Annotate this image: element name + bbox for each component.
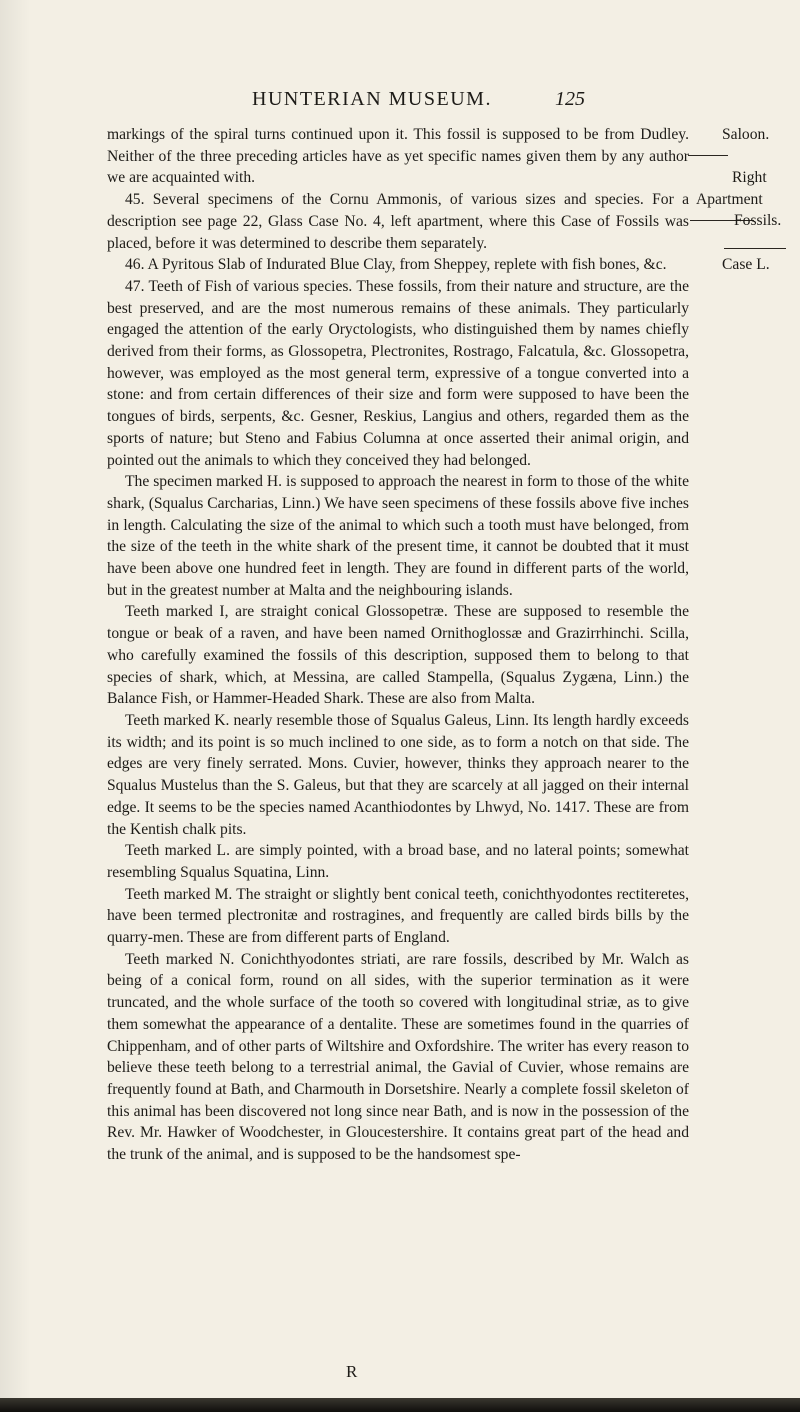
paragraph: 47. Teeth of Fish of various species. These fossils, from their nature and structure, are the best preserved, and are the most numerous remains of these animals. They particularly engaged the attention of the early Oryctologists, who distinguished them by names chiefly derived from their forms, as Glossopetra, Plectronites, Rostrago, Falcatula, &c. Glossopetra, however, was employed as the most general term, expressive of a tongue converted into a stone: and from certain differences of their size and form were supposed to have been the tongues of birds, serpents, &c. Gesner, Reskius, Langius and others, regarded them as the sports of nature; but Steno and Fabius Columna at once asserted their animal origin, and pointed out the animals to which they conceived they had belonged. <box>107 277 689 469</box>
paragraph: Teeth marked L. are simply pointed, with a broad base, and no lateral points; somewhat resembling Squalus Squatina, Linn. <box>107 842 689 881</box>
gutter-shadow <box>0 0 30 1398</box>
margin-note-saloon: Saloon. <box>722 126 770 143</box>
paragraph: Teeth marked M. The straight or slightly bent conical teeth, conichthyodontes rectiteretes, have been termed plectronitæ and rostragines, and frequently are called birds bills by the quarry-men. These are from different parts of England. <box>107 885 689 947</box>
margin-note-case: Case L. <box>722 256 770 273</box>
paragraph: Teeth marked K. nearly resemble those of Squalus Galeus, Linn. Its length hardly exceeds its width; and its point is so much inclined to one side, as to form a notch on that side. The edges are very finely serrated. Mons. Cuvier, however, thinks they approach nearer to the Squalus Mustelus than the S. Galeus, but that they are scarcely at all jagged on their internal edge. It seems to be the species named Acanthiodontes by Lhwyd, No. 1417. These are from the Kentish chalk pits. <box>107 711 689 838</box>
paragraph: The specimen marked H. is supposed to approach the nearest in form to those of the white shark, (Squalus Carcharias, Linn.) We have seen specimens of these fossils above five inches in length. Calculating the size of the animal to which such a tooth must have belonged, from the size of the teeth in the white shark of the present time, it cannot be doubted that it must have been above one hundred feet in length. They are found in different parts of the world, but in the greatest number at Malta and the neighbouring islands. <box>107 473 689 599</box>
paragraph: 45. Several specimens of the Cornu Ammonis, of various sizes and species. For a description see page 22, Glass Case No. 4, left apartment, where this Case of Fossils was placed, before it was determined to describe them separately. <box>107 191 689 252</box>
body-text <box>107 124 689 1166</box>
margin-rule <box>724 248 786 249</box>
margin-note-right: Right <box>732 169 767 186</box>
signature-mark: R <box>346 1362 358 1381</box>
paragraph: Teeth marked I, are straight conical Glossopetræ. These are supposed to resemble the tongue or beak of a raven, and have been named Ornithoglossæ and Grazirrhinchi. Scilla, who carefully examined the fossils of this description, supposed them to belong to that species of shark, which, at Messina, are called Stampella, (Squalus Zygæna, Linn.) the Balance Fish, or Hammer-Headed Shark. These are also from Malta. <box>107 603 689 708</box>
margin-rule <box>688 155 728 156</box>
page-edge <box>0 1398 800 1412</box>
page-number: 125 <box>555 88 585 110</box>
paragraph: 46. A Pyritous Slab of Indurated Blue Clay, from Sheppey, replete with fish bones, &c. <box>125 256 667 274</box>
margin-note-apartment: Apartment <box>696 191 763 208</box>
paragraph: markings of the spiral turns continued upon it. This fossil is supposed to be from Dudley. Neither of the three preceding articles have as yet specific names given them by any author we are acquainted with. <box>107 126 689 187</box>
paragraph: Teeth marked N. Conichthyodontes striati, are rare fossils, described by Mr. Walch as being of a conical form, round on all sides, with the superior termination as it were truncated, and the whole surface of the tooth so covered with longitudinal striæ, as to give them somewhat the appearance of a dentalite. These are sometimes found in the quarries of Chippenham, and of other parts of Wiltshire and Oxfordshire. The writer has every reason to believe these teeth belong to a terrestrial animal, the Gavial of Cuvier, whose remains are frequently found at Bath, and Charmouth in Dorsetshire. Nearly a complete fossil skeleton of this animal has been discovered not long since near Bath, and is now in the possession of the Rev. Mr. Hawker of Woodchester, in Gloucestershire. It contains great part of the head and the trunk of the animal, and is supposed to be the handsomest spe- <box>107 950 689 1164</box>
running-head <box>0 88 800 114</box>
margin-note-fossils: Fossils. <box>734 212 782 229</box>
running-title: HUNTERIAN MUSEUM. <box>252 88 492 110</box>
